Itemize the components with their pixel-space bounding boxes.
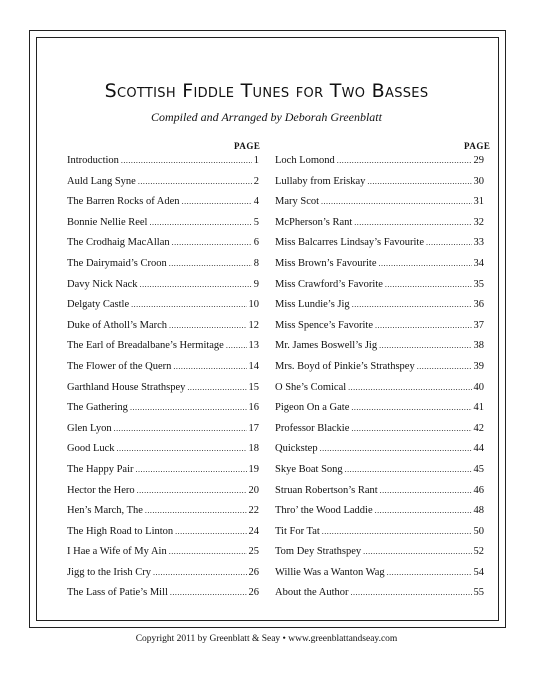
toc-entry — [275, 279, 484, 300]
toc-entry-title: Quickstep — [275, 443, 318, 455]
dot-leader — [379, 258, 472, 269]
toc-entry-page: 14 — [248, 360, 259, 372]
toc-entry — [275, 320, 484, 341]
dot-leader — [137, 485, 247, 496]
toc-entry — [67, 320, 259, 341]
dot-leader — [380, 485, 472, 496]
toc-entry-page: 48 — [473, 505, 484, 517]
dot-leader — [140, 279, 252, 290]
dot-leader — [153, 567, 247, 578]
toc-entry-page: 52 — [473, 546, 484, 558]
toc-entry-title: Davy Nick Nack — [67, 278, 138, 290]
dot-leader — [375, 505, 472, 516]
toc-entry-page: 4 — [253, 196, 259, 208]
toc-entry-page: 16 — [248, 402, 259, 414]
toc-column-right — [275, 155, 484, 608]
toc-entry — [67, 299, 259, 320]
dot-leader — [345, 464, 472, 475]
toc-entry-page: 34 — [473, 257, 484, 269]
toc-entry-title: Miss Crawford’s Favorite — [275, 278, 383, 290]
toc-entry-title: The Earl of Breadalbane’s Hermitage — [67, 340, 224, 352]
dot-leader — [337, 155, 472, 166]
toc-entry-title: Introduction — [67, 155, 119, 166]
toc-entry — [67, 546, 259, 567]
toc-entry-title: The Barren Rocks of Aden — [67, 196, 180, 208]
dot-leader — [121, 155, 252, 166]
toc-entry-page: 10 — [248, 299, 259, 311]
toc-entry-page: 24 — [248, 525, 259, 537]
toc-entry — [275, 505, 484, 526]
toc-entry-page: 50 — [473, 525, 484, 537]
page-column-header-right: PAGE — [464, 141, 491, 151]
toc-entry — [67, 340, 259, 361]
toc-entry-title: Thro’ the Wood Laddie — [275, 505, 373, 517]
toc-entry-title: Jigg to the Irish Cry — [67, 566, 151, 578]
toc-entry-title: Delgaty Castle — [67, 299, 130, 311]
toc-entry-page: 13 — [248, 340, 259, 352]
toc-column-left — [67, 155, 259, 608]
toc-entry — [275, 546, 484, 567]
dot-leader — [417, 361, 472, 372]
book-subtitle: Compiled and Arranged by Deborah Greenblatt — [151, 110, 382, 124]
toc-entry — [275, 382, 484, 403]
toc-entry — [67, 237, 259, 258]
toc-entry-title: Lullaby from Eriskay — [275, 175, 366, 187]
toc-entry-page: 26 — [248, 587, 259, 599]
dot-leader — [351, 587, 472, 598]
toc-entry — [67, 567, 259, 588]
toc-entry — [67, 587, 259, 608]
dot-leader — [363, 546, 471, 557]
toc-entry-page: 2 — [253, 175, 259, 187]
toc-entry-page: 45 — [473, 463, 484, 475]
dot-leader — [130, 402, 247, 413]
book-title: Scottish Fiddle Tunes for Two Basses — [104, 80, 429, 102]
dot-leader — [379, 340, 471, 351]
toc-entry — [275, 361, 484, 382]
dot-leader — [117, 443, 247, 454]
dot-leader — [170, 587, 247, 598]
toc-entry-title: Miss Brown’s Favourite — [275, 257, 377, 269]
toc-entry — [67, 423, 259, 444]
toc-entry-title: I Hae a Wife of My Ain — [67, 546, 167, 558]
toc-entry-page: 39 — [473, 360, 484, 372]
toc-entry-title: The Crodhaig MacAllan — [67, 237, 170, 249]
dot-leader — [173, 361, 246, 372]
copyright-footer: Copyright 2011 by Greenblatt & Seay • www.greenblattandseay.com — [135, 634, 398, 644]
toc-entry-title: Tom Dey Strathspey — [275, 546, 362, 558]
toc-entry-page: 30 — [473, 175, 484, 187]
toc-entry — [67, 505, 259, 526]
toc-entry-title: Loch Lomond — [275, 155, 335, 166]
dot-leader — [114, 423, 247, 434]
toc-entry — [275, 485, 484, 506]
toc-entry-page: 26 — [248, 566, 259, 578]
toc-entry — [67, 279, 259, 300]
dot-leader — [352, 299, 472, 310]
dot-leader — [175, 526, 246, 537]
toc-entry-page: 33 — [473, 237, 484, 249]
toc-entry — [275, 155, 484, 176]
toc-entry — [275, 176, 484, 197]
toc-entry-title: Willie Was a Wanton Wag — [275, 566, 385, 578]
toc-entry-title: Hen’s March, The — [67, 505, 143, 517]
dot-leader — [321, 196, 471, 207]
dot-leader — [387, 567, 472, 578]
toc-entry-page: 19 — [248, 463, 259, 475]
dot-leader — [322, 526, 472, 537]
toc-entry-title: Bonnie Nellie Reel — [67, 216, 148, 228]
toc-entry-page: 40 — [473, 381, 484, 393]
toc-entry-title: Pigeon On a Gate — [275, 402, 350, 414]
toc-entry-title: Skye Boat Song — [275, 463, 343, 475]
toc-entry-page: 44 — [473, 443, 484, 455]
toc-entry-title: The High Road to Linton — [67, 525, 174, 537]
toc-entry-page: 41 — [473, 402, 484, 414]
toc-entry — [67, 526, 259, 547]
toc-entry — [67, 258, 259, 279]
toc-entry-title: Good Luck — [67, 443, 115, 455]
toc-entry-page: 1 — [253, 155, 259, 166]
toc-entry-title: Tit For Tat — [275, 525, 320, 537]
dot-leader — [187, 382, 246, 393]
toc-entry-title: Professor Blackie — [275, 422, 350, 434]
dot-leader — [226, 340, 247, 351]
toc-entry-page: 9 — [253, 278, 259, 290]
toc-entry — [275, 217, 484, 238]
toc-entry — [275, 196, 484, 217]
toc-entry — [67, 176, 259, 197]
toc-entry — [67, 155, 259, 176]
toc-entry — [67, 361, 259, 382]
toc-entry — [275, 237, 484, 258]
toc-entry-title: Mary Scot — [275, 196, 320, 208]
toc-entry-title: Miss Lundie’s Jig — [275, 299, 350, 311]
dot-leader — [348, 382, 471, 393]
toc-entry-page: 12 — [248, 319, 259, 331]
toc-entry-title: The Happy Pair — [67, 463, 134, 475]
toc-entry — [275, 567, 484, 588]
toc-entry-title: Miss Spence’s Favorite — [275, 319, 373, 331]
toc-entry — [67, 402, 259, 423]
dot-leader — [172, 237, 252, 248]
toc-entry-title: Hector the Hero — [67, 484, 135, 496]
toc-entry — [275, 526, 484, 547]
toc-entry-title: McPherson’s Rant — [275, 216, 353, 228]
dot-leader — [138, 176, 252, 187]
toc-entry — [275, 423, 484, 444]
toc-entry-page: 22 — [248, 505, 259, 517]
toc-entry — [275, 299, 484, 320]
dot-leader — [351, 402, 471, 413]
toc-entry-title: About the Author — [275, 587, 349, 599]
toc-entry-title: The Lass of Patie’s Mill — [67, 587, 168, 599]
toc-entry-title: Miss Balcarres Lindsay’s Favourite — [275, 237, 425, 249]
dot-leader — [320, 443, 472, 454]
toc-entry — [67, 443, 259, 464]
toc-entry — [275, 464, 484, 485]
toc-entry-page: 18 — [248, 443, 259, 455]
toc-entry — [275, 402, 484, 423]
toc-entry-title: Glen Lyon — [67, 422, 112, 434]
toc-entry-page: 35 — [473, 278, 484, 290]
toc-entry — [275, 340, 484, 361]
toc-entry-page: 42 — [473, 422, 484, 434]
toc-entry-page: 8 — [253, 257, 259, 269]
page-column-header-left: PAGE — [234, 141, 261, 151]
toc-entry-title: Mr. James Boswell’s Jig — [275, 340, 378, 352]
toc-entry-page: 55 — [473, 587, 484, 599]
toc-entry — [67, 217, 259, 238]
toc-entry — [67, 382, 259, 403]
dot-leader — [131, 299, 246, 310]
dot-leader — [385, 279, 472, 290]
toc-entry-title: Garthland House Strathspey — [67, 381, 186, 393]
dot-leader — [169, 320, 246, 331]
toc-entry-page: 36 — [473, 299, 484, 311]
dot-leader — [145, 505, 247, 516]
dot-leader — [182, 196, 252, 207]
dot-leader — [354, 217, 471, 228]
toc-entry-title: Mrs. Boyd of Pinkie’s Strathspey — [275, 360, 415, 372]
dot-leader — [426, 237, 471, 248]
toc-entry — [67, 485, 259, 506]
toc-entry-page: 6 — [253, 237, 259, 249]
dot-leader — [169, 546, 247, 557]
toc-entry-page: 29 — [473, 155, 484, 166]
toc-entry-title: Duke of Atholl’s March — [67, 319, 168, 331]
dot-leader — [351, 423, 471, 434]
toc-entry-page: 15 — [248, 381, 259, 393]
dot-leader — [169, 258, 252, 269]
toc-entry — [275, 258, 484, 279]
toc-entry-page: 32 — [473, 216, 484, 228]
toc-entry-page: 38 — [473, 340, 484, 352]
toc-entry-title: The Flower of the Quern — [67, 360, 172, 372]
dot-leader — [149, 217, 251, 228]
toc-entry-title: The Dairymaid’s Croon — [67, 257, 167, 269]
dot-leader — [375, 320, 472, 331]
dot-leader — [367, 176, 471, 187]
toc-entry — [67, 464, 259, 485]
toc-entry-page: 17 — [248, 422, 259, 434]
toc-entry-title: The Gathering — [67, 402, 128, 414]
toc-entry-title: Auld Lang Syne — [67, 175, 136, 187]
toc-entry-page: 5 — [253, 216, 259, 228]
toc-entry — [67, 196, 259, 217]
toc-entry — [275, 443, 484, 464]
toc-entry-title: Struan Robertson’s Rant — [275, 484, 378, 496]
toc-entry-page: 31 — [473, 196, 484, 208]
toc-entry-page: 20 — [248, 484, 259, 496]
toc-entry-page: 46 — [473, 484, 484, 496]
toc-entry-page: 37 — [473, 319, 484, 331]
dot-leader — [135, 464, 246, 475]
toc-entry-page: 25 — [248, 546, 259, 558]
toc-entry-title: O She’s Comical — [275, 381, 347, 393]
toc-entry-page: 54 — [473, 566, 484, 578]
toc-entry — [275, 587, 484, 608]
